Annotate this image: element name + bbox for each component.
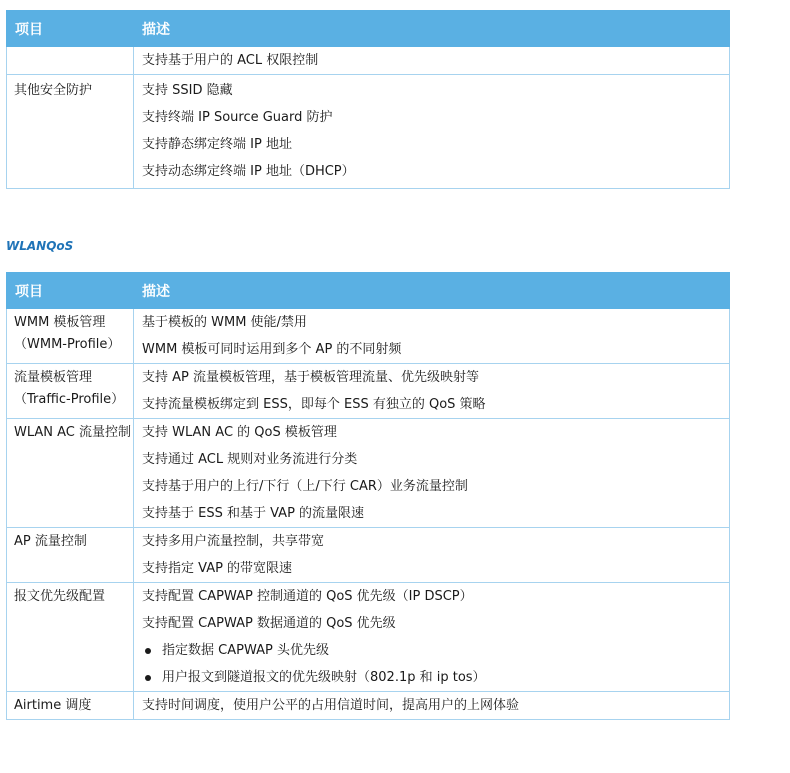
- row-item: [7, 419, 134, 528]
- table-row: [7, 528, 730, 583]
- table-row: [7, 692, 730, 720]
- table-row: [7, 75, 730, 189]
- desc-line: 支持基于 ESS 和基于 VAP 的流量限速: [142, 506, 365, 521]
- desc-line: 支持配置 CAPWAP 控制通道的 QoS 优先级（IP DSCP）: [142, 589, 473, 604]
- row-item: [7, 309, 134, 364]
- desc-line: 支持终端 IP Source Guard 防护: [142, 110, 333, 125]
- bullet-icon: [145, 675, 151, 681]
- row-item: [7, 692, 134, 720]
- row-item-label: WMM 模板管理（WMM-Profile）: [14, 315, 121, 352]
- bullet-icon: [145, 648, 151, 654]
- bullet-text: 用户报文到隧道报文的优先级映射（802.1p 和 ip tos）: [162, 670, 486, 685]
- table-row: [7, 583, 730, 692]
- row-item-label: 流量模板管理（Traffic-Profile）: [14, 370, 125, 407]
- desc-line: 支持 WLAN AC 的 QoS 模板管理: [142, 425, 337, 440]
- bullet-item: [142, 664, 729, 691]
- desc-line: 支持多用户流量控制，共享带宽: [142, 534, 325, 549]
- row-item-label: 报文优先级配置: [14, 589, 106, 604]
- desc-line: 支持时间调度，使用户公平的占用信道时间，提高用户的上网体验: [142, 698, 520, 713]
- row-item: [7, 528, 134, 583]
- desc-line: 支持基于用户的 ACL 权限控制: [142, 53, 319, 68]
- row-desc: [134, 583, 730, 692]
- desc-line: 支持 AP 流量模板管理，基于模板管理流量、优先级映射等: [142, 370, 479, 385]
- desc-line: 支持基于用户的上行/下行（上/下行 CAR）业务流量控制: [142, 479, 468, 494]
- table-header-row: [7, 11, 730, 47]
- section-title: WLANQoS: [6, 239, 74, 253]
- desc-line: 支持通过 ACL 规则对业务流进行分类: [142, 452, 358, 467]
- table-header-row: [7, 273, 730, 309]
- desc-line: 支持配置 CAPWAP 数据通道的 QoS 优先级: [142, 616, 396, 631]
- row-item: [7, 583, 134, 692]
- table-row: [7, 47, 730, 75]
- desc-line: WMM 模板可同时运用到多个 AP 的不同射频: [142, 342, 402, 357]
- desc-line: 支持静态绑定终端 IP 地址: [142, 137, 292, 152]
- desc-line: 支持动态绑定终端 IP 地址（DHCP）: [142, 164, 355, 179]
- row-item-label: 其他安全防护: [14, 83, 93, 98]
- row-item: [7, 75, 134, 189]
- row-item: [7, 47, 134, 75]
- desc-line: 基于模板的 WMM 使能/禁用: [142, 315, 307, 330]
- table-row: [7, 309, 730, 364]
- header-item: 项目: [7, 273, 134, 309]
- row-item-label: Airtime 调度: [14, 698, 92, 713]
- desc-line: 支持指定 VAP 的带宽限速: [142, 561, 293, 576]
- security-spec-table: [6, 10, 730, 189]
- row-desc: [134, 75, 730, 189]
- header-desc: 描述: [134, 273, 730, 309]
- row-item-label: WLAN AC 流量控制: [14, 425, 132, 440]
- row-desc: [134, 364, 730, 419]
- row-desc: [134, 692, 730, 720]
- bullet-text: 指定数据 CAPWAP 头优先级: [162, 643, 329, 658]
- bullet-item: [142, 637, 729, 664]
- desc-line: 支持 SSID 隐藏: [142, 83, 233, 98]
- row-desc: [134, 47, 730, 75]
- row-desc: [134, 309, 730, 364]
- desc-line: 支持流量模板绑定到 ESS，即每个 ESS 有独立的 QoS 策略: [142, 397, 486, 412]
- row-item-label: AP 流量控制: [14, 534, 87, 549]
- header-desc: 描述: [134, 11, 730, 47]
- row-desc: [134, 419, 730, 528]
- header-item: 项目: [7, 11, 134, 47]
- row-desc: [134, 528, 730, 583]
- table-row: [7, 419, 730, 528]
- row-item: [7, 364, 134, 419]
- wlanqos-spec-table: [6, 272, 730, 720]
- table-row: [7, 364, 730, 419]
